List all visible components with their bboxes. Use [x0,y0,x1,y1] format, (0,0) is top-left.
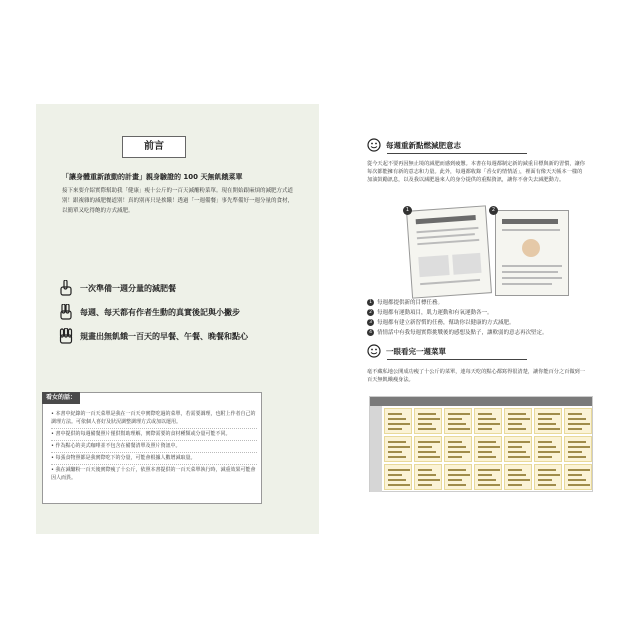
menu-cell [564,436,592,462]
highlight-item [58,324,298,348]
menu-cell-line [478,423,500,425]
numbered-item: 4 情情話中有我每週實際挑戰後的感想及點子，讓軟弱的意志再次堅定。 [367,328,597,338]
menu-cell [534,464,562,490]
menu-cell-line [448,456,462,458]
menu-cell-line [508,469,522,471]
menu-cell-line [568,446,590,448]
menu-cell-line [448,413,470,415]
weekly-menu-table [369,396,593,492]
illustration-image [418,255,449,277]
smiley-face-icon [367,138,381,152]
menu-cell-line [478,479,496,481]
section-title: 一眼看完一週菜單 [386,346,446,356]
menu-cell-line [388,479,406,481]
menu-cell-line [478,469,500,471]
menu-cell [444,464,472,490]
menu-cell [414,408,442,434]
menu-cell-line [388,484,410,486]
menu-cell-line [568,441,586,443]
illustration-badge: 2 [489,206,498,215]
tip-item: • 每張食物照都是我實際吃下的分量，可能會根據人數增減取量。 [51,453,257,465]
menu-cell [474,464,502,490]
menu-cell-line [448,451,470,453]
sample-page-illustration [495,210,569,296]
menu-cell-line [508,456,530,458]
section-paragraph: 從今天起不要再因無止境的減肥而感到疲憊。本書在每週都制定新的減重目標與新的習慣，讓你每次都能擁有新的意志和力量。此外，每週都收錄「香女的情情話」，裡面有像天天帳本一樣的加油鼓勵訊息，以及我以減肥過來人的身分提供的重點資訊，讓你不會失去減肥動力。 [367,161,585,183]
menu-cell-line [418,423,432,425]
tips-list [51,409,257,484]
menu-cell [564,464,592,490]
tips-box [42,392,262,504]
menu-cell-line [568,423,590,425]
section-heading [367,138,461,152]
highlight-text: 每週、每天都有作者生動的真實後記與小撇步 [80,307,240,317]
divider [387,153,527,154]
highlight-text: 一次準備一週分量的減肥餐 [80,283,176,293]
illustration-line [502,271,558,273]
menu-cell-line [508,418,530,420]
menu-cell [414,464,442,490]
menu-cell [384,408,412,434]
menu-cell [504,436,532,462]
menu-cell-line [568,428,582,430]
menu-cell-line [538,474,560,476]
sample-page-illustration [406,205,492,298]
section-heading [367,344,446,358]
menu-cell-line [418,428,436,430]
menu-cell-line [448,469,466,471]
menu-cell-line [478,441,496,443]
menu-cell-line [568,479,586,481]
numbered-item: 1 每週都提供新的目標任務。 [367,298,597,308]
illustration-line [416,227,478,233]
menu-cell-line [508,479,530,481]
menu-cell-line [538,413,560,415]
menu-cell-line [388,469,410,471]
highlight-item [58,276,298,300]
menu-cell-line [478,413,492,415]
divider [387,359,527,360]
numbered-item: 3 每週都有建立新習慣的任務，幫助你以健康的方式減肥。 [367,318,597,328]
menu-cell-line [418,456,440,458]
headline: 「讓身體重新啟動的計畫」親身驗證的 100 天無飢餓菜單 [62,173,243,181]
menu-cell-line [448,428,470,430]
menu-cell-line [448,441,462,443]
section-title: 每週重新點燃減肥意志 [386,140,461,150]
menu-table-header [370,397,592,406]
illustration-line [417,233,475,239]
menu-cell-line [418,413,436,415]
menu-cell-line [568,451,582,453]
menu-cell-line [568,413,582,415]
menu-cell [444,408,472,434]
menu-cell-line [568,469,590,471]
menu-cell-line [388,423,410,425]
menu-cell-line [478,446,500,448]
tips-label: 看女的話： [42,392,80,404]
menu-cell-line [478,474,492,476]
menu-cell-line [508,441,530,443]
menu-cell [534,408,562,434]
highlight-list [58,276,298,348]
menu-cell-line [448,474,470,476]
left-page [36,104,319,534]
numbered-item: 2 每週都有運動項目，肌力運動和有氧運動各一。 [367,308,597,318]
menu-cell-line [418,474,436,476]
menu-day-column [370,406,382,492]
menu-cell-line [418,446,432,448]
menu-cell-line [538,456,552,458]
menu-cell-line [508,428,526,430]
illustration-line [417,239,479,245]
menu-cell [504,408,532,434]
two-finger-hand-icon [58,304,74,320]
menu-cell-line [448,423,466,425]
three-finger-hand-icon [58,328,74,344]
tip-item: • 作為點心的美式咖啡並不包含在備餐清單及照片資訊中。 [51,441,257,453]
menu-cell-line [388,474,402,476]
menu-cell-line [478,456,496,458]
menu-cell-line [538,423,556,425]
menu-cell-line [538,441,552,443]
tip-item: • 我在減醣粉一百天後實際瘦了十公斤，依照本書提供的一百天菜單執行時，減重效果可能會因人而異。 [51,467,256,481]
illustration-bar [502,219,558,224]
menu-cell-line [448,479,462,481]
menu-cell-line [538,446,556,448]
menu-cell [414,436,442,462]
illustration-image [452,253,481,275]
menu-cell-line [388,413,402,415]
illustration-line [502,277,562,279]
menu-cell-line [538,418,552,420]
menu-cell-line [508,446,522,448]
menu-cell-line [538,469,556,471]
menu-cell [384,436,412,462]
menu-cell-line [508,423,522,425]
one-finger-hand-icon [58,280,74,296]
menu-cell [444,436,472,462]
menu-cell-line [388,418,406,420]
menu-cell-line [538,428,560,430]
menu-cell-line [388,446,410,448]
illustration-line [502,283,552,285]
illustration-bar [416,215,476,224]
menu-cell-line [478,418,496,420]
menu-cell-line [478,451,492,453]
menu-cell-line [508,484,522,486]
illustration-line [502,265,562,267]
menu-cell-line [478,428,492,430]
highlight-item [58,300,298,324]
smiley-face-icon [367,344,381,358]
section-paragraph: 毫不藏私地公開成功瘦了十公斤的菜單，連每天吃的點心都寫得很清楚，讓你能百分之百做到一百天無飢餓瘦身法。 [367,369,585,383]
menu-cell-line [388,428,402,430]
illustration-line [420,279,480,285]
illustration-line [502,229,560,231]
menu-cell-line [418,418,440,420]
menu-cell-line [538,451,560,453]
menu-cell-line [418,441,440,443]
menu-cell-line [448,484,466,486]
menu-cell-line [568,456,586,458]
intro-paragraph: 接下來要介紹實際幫助我「健康」瘦十公斤的一百天減醣粉菜單。現在開始跟麻煩的減肥方式道別！跟複雜的減肥餐道別！真的別再只是挨餓！透過「一週備餐」事先準備好一週分量的食材，以簡單又吃得飽的方式減肥。 [62,188,294,214]
illustration-badge: 1 [403,206,412,215]
menu-cell [564,408,592,434]
menu-cell-line [478,484,500,486]
menu-cell-line [568,418,586,420]
menu-cell-line [418,469,432,471]
menu-cell [504,464,532,490]
menu-cell [384,464,412,490]
menu-cell-line [418,479,440,481]
tip-item: • 本書中紀錄的一百天菜單是我在一百天中實際吃過的菜單，若需要調理，也附上作者自己的調理方法。可依個人喜好及狀況調整調理方式或加以運用。 [51,409,257,429]
menu-cell [534,436,562,462]
menu-cell-line [448,418,462,420]
menu-cell-line [538,479,552,481]
menu-cell-line [418,484,432,486]
highlight-text: 規畫出無飢餓一百天的早餐、午餐、晚餐和點心 [80,331,248,341]
photo-icon [522,239,540,257]
menu-cell-line [388,451,402,453]
menu-cell-line [568,474,582,476]
menu-cell-line [448,446,466,448]
menu-cell [474,436,502,462]
menu-cell-line [508,413,526,415]
menu-cell-line [508,451,526,453]
menu-cell-line [388,456,406,458]
menu-cell-line [388,441,406,443]
menu-cell-line [418,451,436,453]
menu-cell [474,408,502,434]
right-page [319,104,606,534]
menu-cell-line [508,474,526,476]
tip-item: • 書中提供的每週備餐照片僅供幫助理解，實際需要的食材種類或分量可能不同。 [51,429,257,441]
menu-cell-line [538,484,556,486]
menu-cell-line [568,484,590,486]
page-title: 前言 [122,136,186,158]
numbered-list [367,298,597,338]
